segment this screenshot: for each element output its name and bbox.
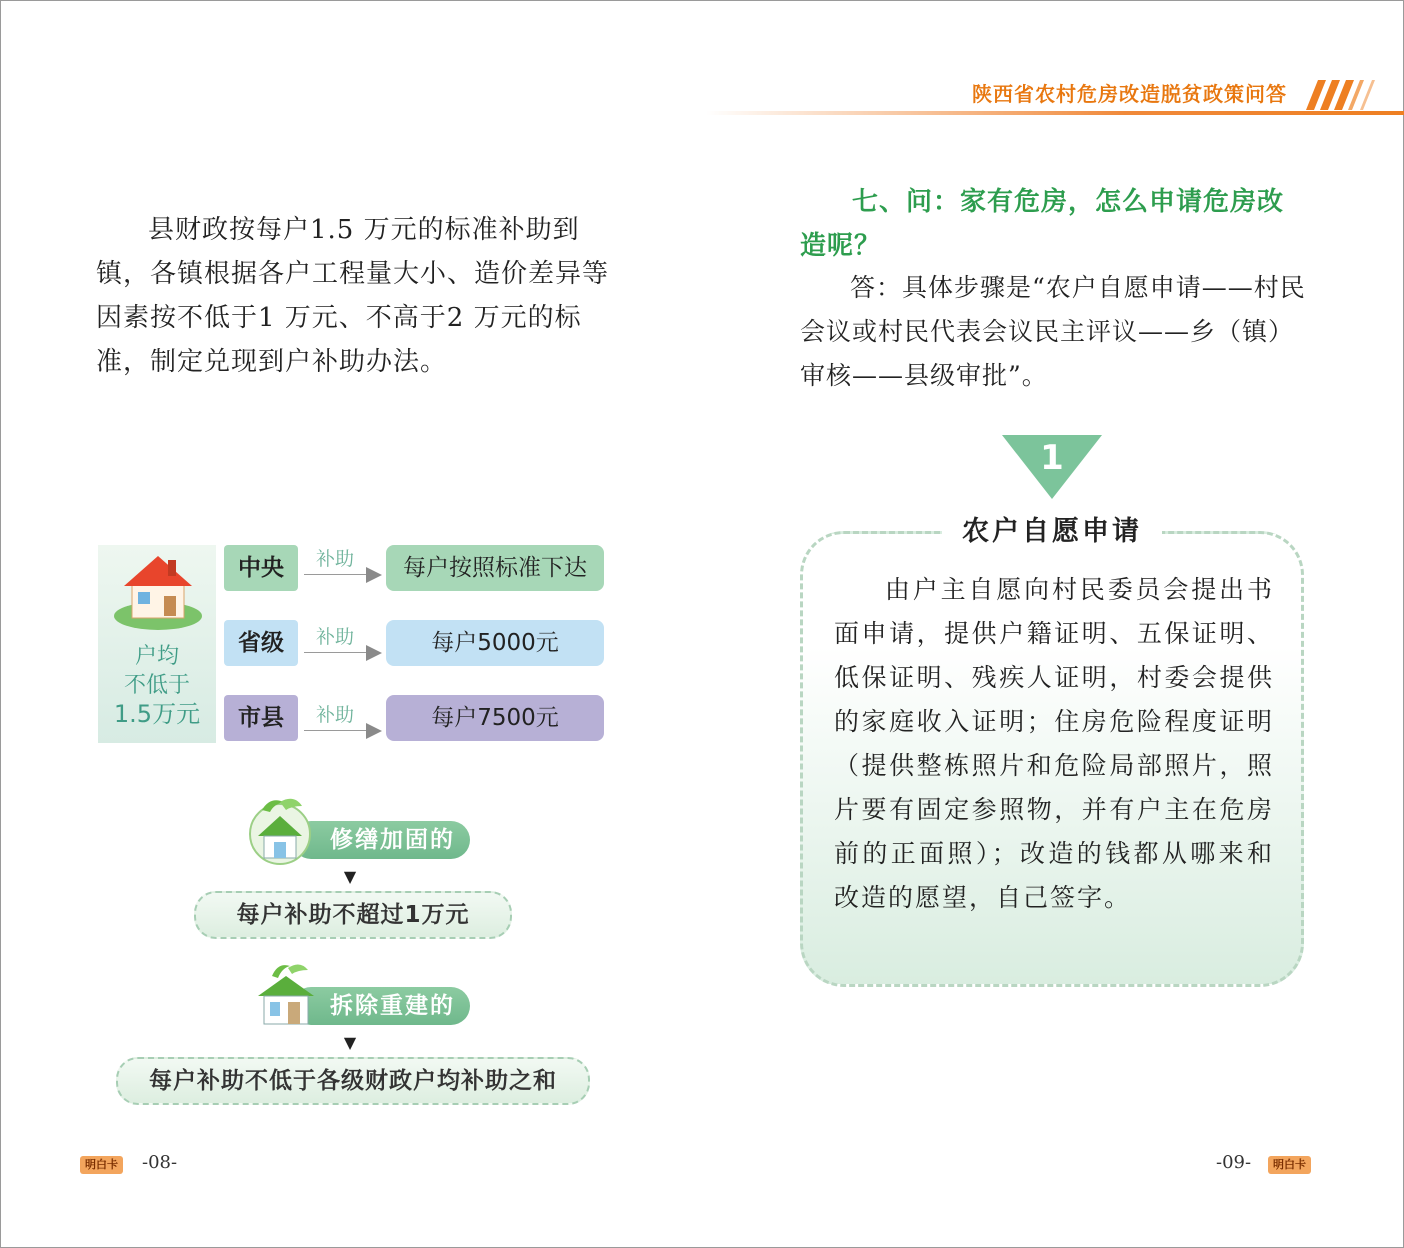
- value-province: 每户5000元: [386, 620, 604, 666]
- footer-badge-left: 明白卡: [80, 1156, 123, 1174]
- arrow-central: [302, 544, 386, 592]
- household-label-line2: 不低于: [123, 673, 190, 698]
- step-description-text: 由户主自愿向村民委员会提出书面申请，提供户籍证明、五保证明、低保证明、残疾人证明，村委会提供的家庭收入证明；住房危险程度证明（提供整栋照片和危险局部照片，照片要有固定参照物，并有户主在危房前的正面照）；改造的钱都从哪来和改造的愿望，自己签字。: [834, 575, 1274, 912]
- arrow-right-icon: [366, 567, 382, 583]
- question-text: 七、问：家有危房，怎么申请危房改造呢？: [800, 187, 1285, 261]
- green-house-icon: [240, 796, 320, 866]
- left-paragraph-text: 县财政按每户1.5 万元的标准补助到镇，各镇根据各户工程量大小、造价差异等因素按不低于1 万元、不高于2 万元的标准，制定兑现到户补助办法。: [96, 215, 610, 377]
- header-stripes-icon: [1292, 78, 1382, 112]
- arrow-right-icon: [366, 645, 382, 661]
- page-number-right: -09-: [1216, 1152, 1252, 1173]
- category-rebuild-result: 每户补助不低于各级财政户均补助之和: [116, 1057, 590, 1105]
- step-number: 1: [1040, 438, 1064, 478]
- arrow-city: [302, 700, 386, 748]
- question-heading: [800, 180, 1310, 268]
- arrow-label: 补助: [316, 548, 355, 570]
- level-city: 市县: [224, 695, 298, 741]
- category-repair-pill: 修缮加固的: [292, 821, 470, 859]
- green-house-icon: [256, 962, 318, 1028]
- down-arrow-icon: ▼: [343, 1033, 357, 1052]
- header-rule: [706, 111, 1404, 115]
- household-label-line1: 户均: [134, 644, 179, 669]
- answer-paragraph: [800, 266, 1310, 398]
- footer-badge-right: 明白卡: [1268, 1156, 1311, 1174]
- header-title: 陕西省农村危房改造脱贫政策问答: [972, 82, 1287, 106]
- value-central: 每户按照标准下达: [386, 545, 604, 591]
- level-central: 中央: [224, 545, 298, 591]
- house-icon: [110, 548, 206, 632]
- step-title: 农户自愿申请: [942, 510, 1162, 554]
- down-arrow-icon: ▼: [343, 867, 357, 886]
- level-province: 省级: [224, 620, 298, 666]
- household-average-label: [98, 642, 216, 729]
- arrow-right-icon: [366, 723, 382, 739]
- category-rebuild-pill: 拆除重建的: [292, 987, 470, 1025]
- value-city: 每户7500元: [386, 695, 604, 741]
- category-repair-result: 每户补助不超过1万元: [194, 891, 512, 939]
- left-paragraph: [96, 208, 616, 384]
- arrow-label: 补助: [316, 704, 355, 726]
- arrow-province: [302, 622, 386, 670]
- answer-text: 答：具体步骤是“农户自愿申请——村民会议或村民代表会议民主评议——乡（镇）审核——县级审批”。: [800, 273, 1306, 390]
- page-number-left: -08-: [142, 1152, 178, 1173]
- household-label-line3: 1.5万元: [113, 700, 201, 728]
- step-description: [834, 568, 1274, 920]
- arrow-label: 补助: [316, 626, 355, 648]
